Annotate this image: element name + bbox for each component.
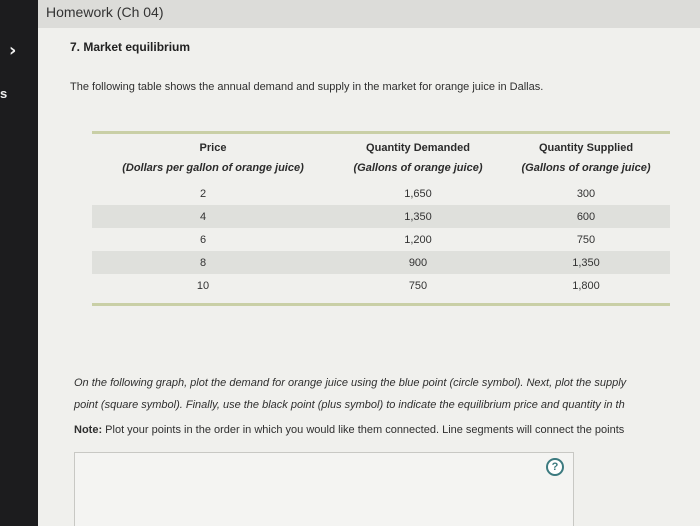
table-row: [92, 228, 670, 251]
header-price-sub: (Dollars per gallon of orange juice): [122, 162, 304, 174]
sidebar-letter: s: [0, 86, 8, 101]
header-qs: [502, 138, 670, 178]
qd-cell: 1,350: [404, 210, 432, 223]
table-row: [92, 182, 670, 205]
table-row: [92, 251, 670, 274]
qd-cell: 900: [408, 256, 428, 269]
left-sidebar: [0, 0, 38, 526]
page-title: Homework (Ch 04): [46, 4, 164, 20]
price-cell: 10: [196, 279, 210, 292]
price-cell: 8: [199, 256, 207, 269]
qs-cell: 750: [576, 233, 596, 246]
note-text: [74, 424, 624, 436]
header-qs-main: Quantity Supplied: [538, 142, 634, 154]
qd-cell: 750: [408, 279, 428, 292]
demand-supply-table: [92, 131, 670, 306]
header-qs-sub: (Gallons of orange juice): [521, 162, 651, 174]
graph-instructions: [74, 372, 700, 416]
qs-cell: 1,350: [572, 256, 600, 269]
table-row: [92, 274, 670, 297]
header-qd-sub: (Gallons of orange juice): [353, 162, 483, 174]
question-title: 7. Market equilibrium: [70, 40, 191, 54]
note-body: Plot your points in the order in which you would like them connected. Line segments will connect the points: [102, 424, 625, 436]
question-intro: The following table shows the annual demand and supply in the market for orange juice in Dallas.: [70, 81, 544, 93]
header-qd-main: Quantity Demanded: [366, 142, 470, 154]
header-price-main: Price: [199, 142, 227, 154]
qd-cell: 1,650: [404, 187, 432, 200]
price-cell: 4: [199, 210, 207, 223]
table-bottom-rule: [92, 303, 670, 306]
table-row: [92, 205, 670, 228]
instructions-line-2: point (square symbol). Finally, use the black point (plus symbol) to indicate the equilibrium price and quantity in th: [74, 399, 625, 411]
instructions-line-1: On the following graph, plot the demand for orange juice using the blue point (circle symbol). Next, plot the supply: [74, 377, 627, 389]
graph-area[interactable]: [74, 452, 574, 526]
price-cell: 2: [199, 187, 207, 200]
qs-cell: 1,800: [572, 279, 600, 292]
note-label: Note:: [74, 424, 103, 436]
qd-cell: 1,200: [404, 233, 432, 246]
chevron-right-icon[interactable]: ›: [9, 40, 17, 61]
header-qd: [334, 138, 502, 178]
header-price: [92, 138, 334, 178]
help-icon[interactable]: ?: [546, 458, 564, 476]
table-header-row: [92, 134, 670, 182]
price-cell: 6: [199, 233, 207, 246]
qs-cell: 600: [576, 210, 596, 223]
qs-cell: 300: [576, 187, 596, 200]
